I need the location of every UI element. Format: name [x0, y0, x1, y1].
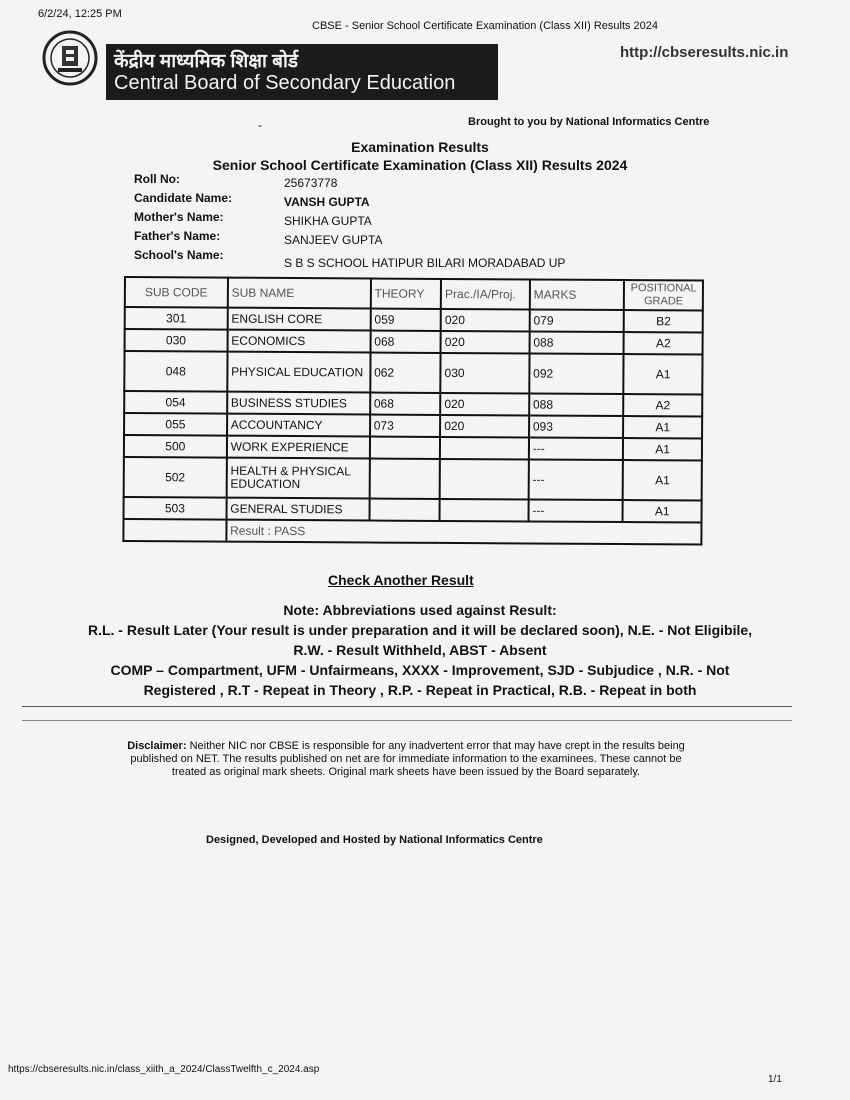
sub-code: 030 — [125, 329, 228, 352]
print-title: CBSE - Senior School Certificate Examination (Class XII) Results 2024 — [312, 20, 659, 32]
divider — [22, 720, 792, 721]
practical-marks — [440, 499, 529, 522]
theory-marks — [370, 437, 441, 459]
positional-grade: A2 — [624, 394, 703, 416]
check-another-result-link[interactable]: Check Another Result — [328, 572, 474, 588]
cbse-emblem-icon — [42, 30, 98, 86]
positional-grade: A1 — [623, 500, 702, 522]
note-title: Note: Abbreviations used against Result: — [283, 602, 557, 618]
result-value: PASS — [274, 523, 306, 538]
footer-url: https://cbseresults.nic.in/class_xiith_a_2024/ClassTwelfth_c_2024.asp — [8, 1064, 320, 1075]
positional-grade: A1 — [623, 416, 702, 438]
theory-marks: 068 — [370, 393, 441, 415]
page-number: 1/1 — [768, 1074, 782, 1085]
col-sub-code: SUB CODE — [125, 277, 228, 308]
mother-value: SHIKHA GUPTA — [284, 214, 372, 228]
total-marks: --- — [529, 437, 624, 460]
result-row — [123, 519, 701, 545]
school-label: School's Name: — [134, 248, 224, 262]
total-marks: --- — [528, 499, 623, 522]
print-datetime: 6/2/24, 12:25 PM — [38, 8, 122, 20]
positional-grade: B2 — [624, 310, 703, 332]
practical-marks: 020 — [441, 309, 530, 332]
positional-grade: A2 — [624, 332, 703, 354]
practical-marks — [440, 437, 529, 460]
father-label: Father's Name: — [134, 229, 221, 243]
nic-credit: Brought to you by National Informatics Centre — [468, 116, 710, 128]
theory-marks: 059 — [370, 309, 441, 331]
exam-title: Examination Results — [351, 139, 489, 155]
sub-name: PHYSICAL EDUCATION — [227, 352, 370, 393]
sub-code: 503 — [124, 497, 227, 520]
sub-name: WORK EXPERIENCE — [227, 436, 370, 459]
col-marks: MARKS — [530, 279, 625, 310]
theory-marks — [369, 499, 440, 521]
table-header-row — [125, 277, 703, 311]
sub-code: 502 — [124, 457, 227, 498]
school-value: S B S SCHOOL HATIPUR BILARI MORADABAD UP — [284, 256, 566, 270]
total-marks: 092 — [529, 353, 624, 394]
roll-label: Roll No: — [134, 172, 180, 186]
father-value: SANJEEV GUPTA — [284, 233, 383, 247]
result-cell — [226, 520, 701, 545]
roll-value: 25673778 — [284, 176, 338, 190]
practical-marks: 020 — [440, 393, 529, 416]
site-url[interactable]: http://cbseresults.nic.in — [620, 44, 789, 61]
designed-by: Designed, Developed and Hosted by National Informatics Centre — [206, 834, 543, 846]
mother-label: Mother's Name: — [134, 210, 224, 224]
col-theory: THEORY — [370, 279, 441, 309]
theory-marks: 068 — [370, 331, 441, 353]
practical-marks — [440, 459, 529, 500]
name-value: VANSH GUPTA — [284, 195, 370, 209]
theory-marks: 073 — [370, 415, 441, 437]
result-label: Result : — [230, 523, 271, 538]
practical-marks: 030 — [440, 353, 529, 394]
total-marks: 093 — [529, 415, 624, 438]
col-grade: POSITIONAL GRADE — [624, 280, 703, 310]
disclaimer-text: Neither NIC nor CBSE is responsible for any inadvertent error that may have crept in the results being published on NET. The results published on net are for immediate information to the examinees. These cannot be treated as original mark sheets. Original mark sheets have been issued by the Board separately. — [130, 740, 685, 778]
total-marks: 079 — [529, 309, 624, 332]
note-line: R.W. - Result Withheld, ABST - Absent — [293, 642, 547, 658]
sub-name: ACCOUNTANCY — [227, 414, 370, 437]
result-spacer — [123, 519, 226, 542]
abbreviations-note — [20, 600, 820, 700]
sub-name: BUSINESS STUDIES — [227, 392, 370, 415]
positional-grade: A1 — [623, 460, 702, 500]
sub-code: 055 — [124, 413, 227, 436]
col-practical: Prac./IA/Proj. — [441, 279, 530, 310]
sub-name: GENERAL STUDIES — [226, 498, 369, 521]
sub-code: 500 — [124, 435, 227, 458]
disclaimer — [116, 740, 696, 779]
sub-code: 048 — [124, 351, 227, 392]
sub-code: 054 — [124, 391, 227, 414]
exam-subtitle: Senior School Certificate Examination (Class XII) Results 2024 — [212, 157, 628, 173]
disclaimer-label: Disclaimer: — [127, 740, 187, 752]
sub-name: HEALTH & PHYSICAL EDUCATION — [226, 458, 369, 499]
board-name-english: Central Board of Secondary Education — [114, 72, 456, 94]
separator-dash: - — [258, 118, 262, 132]
exam-heading — [140, 138, 700, 174]
sub-name: ECONOMICS — [227, 330, 370, 353]
total-marks: --- — [528, 459, 623, 500]
positional-grade: A1 — [624, 354, 703, 394]
col-sub-name: SUB NAME — [228, 278, 371, 309]
total-marks: 088 — [529, 331, 624, 354]
table-row — [124, 351, 702, 395]
positional-grade: A1 — [623, 438, 702, 460]
total-marks: 088 — [529, 393, 624, 416]
marks-table — [122, 276, 704, 546]
theory-marks — [369, 459, 440, 499]
note-line: Registered , R.T - Repeat in Theory , R.P. - Repeat in Practical, R.B. - Repeat in both — [143, 682, 697, 698]
divider — [22, 706, 792, 707]
sub-name: ENGLISH CORE — [227, 308, 370, 331]
sub-code: 301 — [125, 307, 228, 330]
board-banner — [106, 44, 498, 100]
practical-marks: 020 — [441, 331, 530, 354]
practical-marks: 020 — [440, 415, 529, 438]
board-name-hindi: केंद्रीय माध्यमिक शिक्षा बोर्ड — [114, 51, 299, 72]
note-line: COMP – Compartment, UFM - Unfairmeans, XXXX - Improvement, SJD - Subjudice , N.R. - Not — [110, 662, 730, 678]
name-label: Candidate Name: — [134, 191, 233, 205]
table-row — [124, 457, 702, 501]
theory-marks: 062 — [370, 353, 441, 393]
note-line: R.L. - Result Later (Your result is under preparation and it will be declared soon), N.E. - Not Eligibile, — [87, 622, 753, 638]
